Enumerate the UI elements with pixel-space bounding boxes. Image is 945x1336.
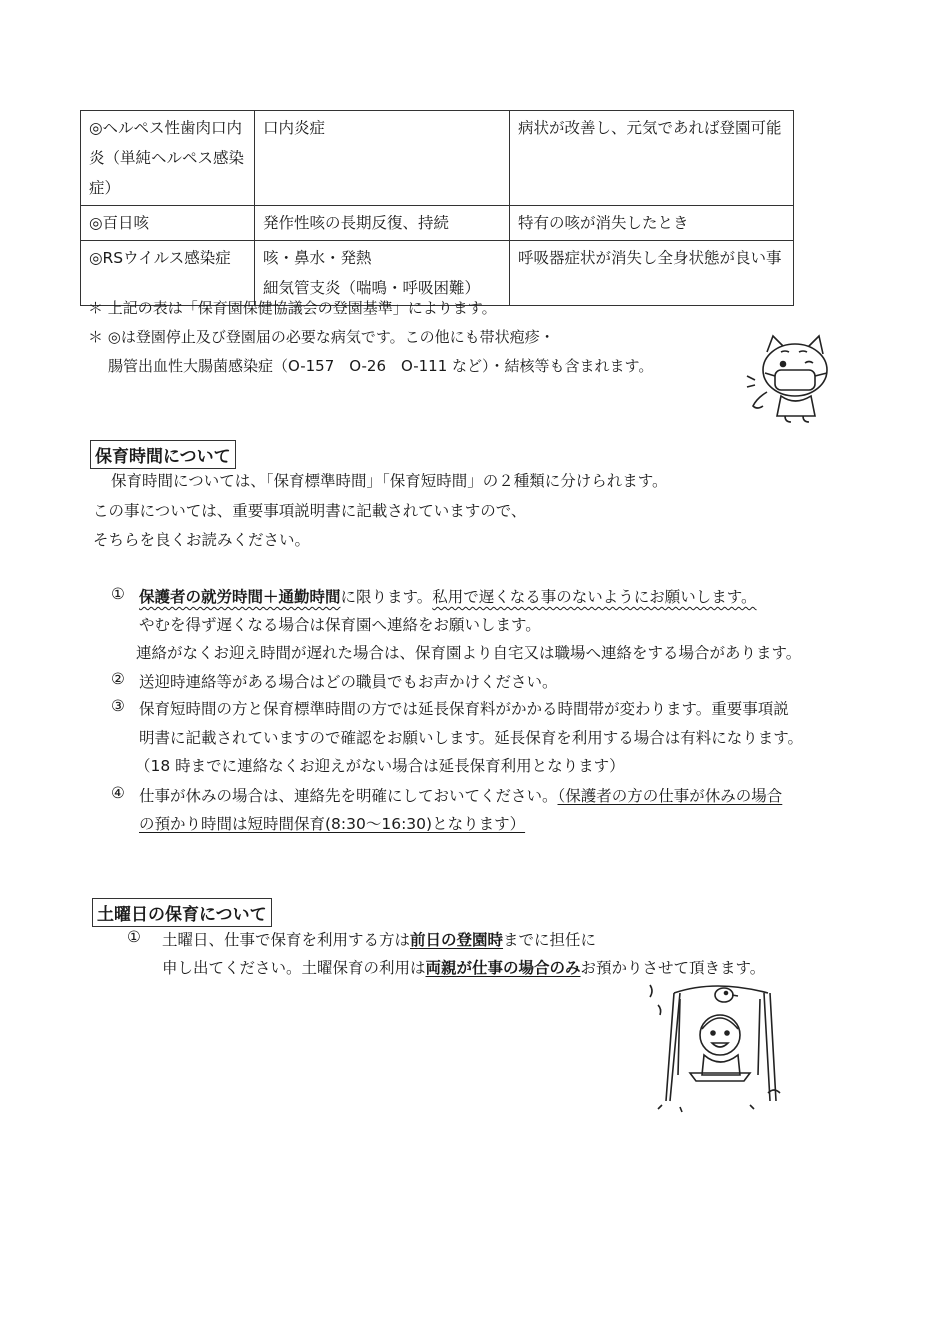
hours-item-1-number: ① <box>111 585 125 603</box>
hours-item-1: 保護者の就労時間＋通勤時間に限ります。私用で遅くなる事のないようにお願いします。 <box>139 588 757 606</box>
hours-item-4-line-1: 仕事が休みの場合は、連絡先を明確にしておいてください。（保護者の方の仕事が休みの場合 <box>139 787 783 805</box>
saturday-item-1-number: ① <box>127 928 141 946</box>
table-note-3: 腸管出血性大腸菌感染症（O-157 O-26 O-111 など）・結核等も含まれます。 <box>108 357 654 375</box>
section-heading-hours: 保育時間について <box>90 440 236 469</box>
table-note-1: ＊ 上記の表は「保育園保健協議会の登園基準」によります。 <box>88 299 497 317</box>
table-row <box>81 241 794 306</box>
disease-symptom: 咳・鼻水・発熱 細気管支炎（喘鳴・呼吸困難） <box>255 241 510 306</box>
cat-mask-illustration <box>745 330 845 430</box>
table-row <box>81 206 794 241</box>
disease-name: ◎ヘルペス性歯肉口内炎（単純ヘルペス感染症） <box>81 111 255 206</box>
saturday-deadline-emphasis: 前日の登園時 <box>410 931 504 949</box>
disease-symptom: 口内炎症 <box>255 111 510 206</box>
disease-criteria: 特有の咳が消失したとき <box>510 206 794 241</box>
hours-item-3-line-2: 明書に記載されていますので確認をお願いします。延長保育を利用する場合は有料になります。 <box>139 729 804 747</box>
saturday-item-1-line-2: 申し出てください。土曜保育の利用は両親が仕事の場合のみお預かりさせて頂きます。 <box>162 959 766 977</box>
saturday-item-1-line-1: 土曜日、仕事で保育を利用する方は前日の登園時までに担任に <box>162 931 597 949</box>
disease-table <box>80 110 794 306</box>
hours-item-1-line-2: やむを得ず遅くなる場合は保育園へ連絡をお願いします。 <box>139 616 541 634</box>
child-swing-illustration <box>640 975 790 1115</box>
hours-intro-line-3: そちらを良くお読みください。 <box>93 531 311 549</box>
hours-item-3-line-3: （18 時までに連絡なくお迎えがない場合は延長保育利用となります） <box>135 757 625 775</box>
disease-name: ◎百日咳 <box>81 206 255 241</box>
section-heading-saturday: 土曜日の保育について <box>92 898 272 927</box>
hours-item-2-number: ② <box>111 670 125 688</box>
hours-item-1-line-3: 連絡がなくお迎え時間が遅れた場合は、保育園より自宅又は職場へ連絡をする場合があります。 <box>136 644 802 662</box>
hours-item-1-emphasis: 保護者の就労時間＋通勤時間 <box>139 588 341 606</box>
hours-item-4-line-2: の預かり時間は短時間保育(8:30～16:30)となります） <box>139 815 526 833</box>
disease-criteria: 病状が改善し、元気であれば登園可能 <box>510 111 794 206</box>
hours-intro-line-2: この事については、重要事項説明書に記載されていますので、 <box>93 502 527 520</box>
disease-name: ◎RSウイルス感染症 <box>81 241 255 306</box>
disease-symptom: 発作性咳の長期反復、持続 <box>255 206 510 241</box>
hours-item-4-underlined: （保護者の方の仕事が休みの場合 <box>557 787 783 805</box>
saturday-condition-emphasis: 両親が仕事の場合のみ <box>425 959 581 977</box>
table-row <box>81 111 794 206</box>
hours-item-4-number: ④ <box>111 784 125 802</box>
hours-item-1-request: 私用で遅くなる事のないようにお願いします。 <box>432 588 757 606</box>
disease-criteria: 呼吸器症状が消失し全身状態が良い事 <box>510 241 794 306</box>
table-note-2: ＊ ◎は登園停止及び登園届の必要な病気です。この他にも帯状疱疹・ <box>88 328 555 346</box>
hours-intro-line-1: 保育時間については、「保育標準時間」「保育短時間」の２種類に分けられます。 <box>111 472 668 490</box>
hours-item-3-line-1: 保育短時間の方と保育標準時間の方では延長保育料がかかる時間帯が変わります。重要事項説 <box>139 700 789 718</box>
hours-item-2: 送迎時連絡等がある場合はどの職員でもお声かけください。 <box>139 673 558 691</box>
hours-item-3-number: ③ <box>111 697 125 715</box>
